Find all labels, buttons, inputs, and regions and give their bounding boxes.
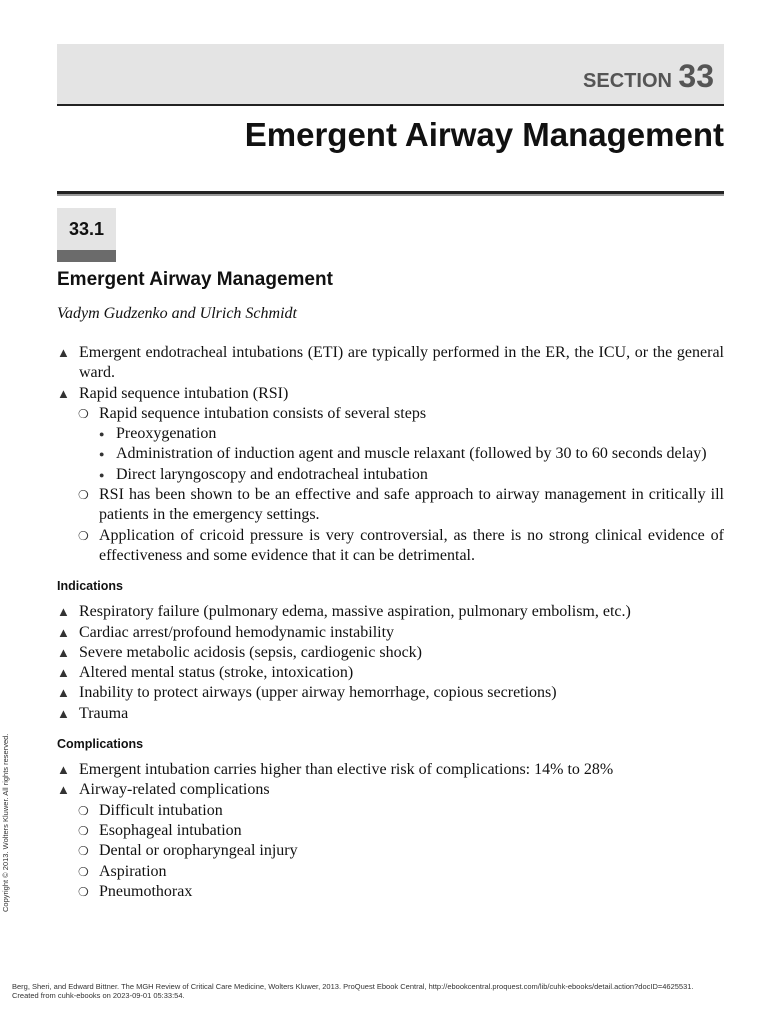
list-item-text: Difficult intubation: [99, 801, 223, 819]
list-item: [57, 663, 724, 683]
complications-heading: Complications: [57, 737, 144, 752]
circle-bullet-icon: ❍: [78, 823, 89, 838]
list-item: [57, 801, 724, 821]
list-item: [57, 882, 724, 902]
chapter-number: 33.1: [57, 208, 116, 250]
list-item-text: Inability to protect airways (upper airway hemorrhage, copious secretions): [79, 684, 557, 702]
triangle-bullet-icon: ▲: [57, 345, 70, 360]
list-item-text: Emergent intubation carries higher than elective risk of complications: 14% to 28%: [79, 761, 614, 779]
footer-created-line: Created from cuhk-ebooks on 2023-09-01 05:33:54.: [12, 991, 185, 1000]
list-item-text: Application of cricoid pressure is very controversial, as there is no strong clinical evidence of effectiveness and some evidence that it can be detrimental.: [99, 526, 724, 564]
chapter-number-bar: [57, 250, 116, 262]
dot-bullet-icon: ●: [99, 449, 105, 460]
list-item: [57, 821, 724, 841]
list-item: [57, 704, 724, 724]
list-item: [57, 384, 724, 404]
list-item: [57, 444, 724, 464]
list-item-text: Respiratory failure (pulmonary edema, massive aspiration, pulmonary embolism, etc.): [79, 603, 631, 621]
dot-bullet-icon: ●: [99, 429, 105, 440]
indications-heading: Indications: [57, 579, 123, 594]
list-item-text: Esophageal intubation: [99, 821, 242, 839]
list-item-text: Direct laryngoscopy and endotracheal intubation: [116, 465, 428, 483]
triangle-bullet-icon: ▲: [57, 644, 70, 660]
list-item-text: Pneumothorax: [99, 882, 193, 900]
triangle-bullet-icon: ▲: [57, 665, 70, 681]
triangle-bullet-icon: ▲: [57, 705, 70, 721]
list-item: [57, 760, 724, 780]
section-number: 33: [678, 58, 714, 94]
triangle-bullet-icon: ▲: [57, 685, 70, 701]
list-item: [57, 343, 724, 384]
list-item: [57, 602, 724, 622]
side-copyright-notice: Copyright © 2013. Wolters Kluwer. All rights reserved.: [1, 733, 10, 912]
section-title: Emergent Airway Management: [244, 116, 724, 153]
list-item-text: Airway-related complications: [79, 781, 270, 799]
complications-list: [57, 760, 724, 902]
list-item-text: Rapid sequence intubation consists of several steps: [99, 404, 427, 422]
list-item: [57, 623, 724, 643]
circle-bullet-icon: ❍: [78, 406, 89, 421]
list-item-text: Preoxygenation: [116, 425, 217, 443]
list-item: [57, 526, 724, 567]
list-item: [57, 404, 724, 424]
list-item-text: Administration of induction agent and muscle relaxant (followed by 30 to 60 seconds delay): [116, 445, 707, 463]
list-item: [57, 862, 724, 882]
list-item: [57, 643, 724, 663]
circle-bullet-icon: ❍: [78, 803, 89, 818]
list-item-text: RSI has been shown to be an effective and safe approach to airway management in critically ill patients in the emergency settings.: [99, 486, 724, 524]
list-item-text: Cardiac arrest/profound hemodynamic instability: [79, 623, 395, 641]
intro-list: [57, 343, 724, 566]
list-item-text: Altered mental status (stroke, intoxication): [79, 664, 354, 682]
triangle-bullet-icon: ▲: [57, 385, 70, 401]
title-divider-shadow: [57, 194, 724, 196]
list-item-text: Trauma: [79, 704, 129, 722]
footer-citation-line: Berg, Sheri, and Edward Bittner. The MGH Review of Critical Care Medicine, Wolters Kluwer, 2013. ProQuest Ebook Central, http://ebookcentral.proquest.com/lib/cuhk-ebooks/detail.action?docID=4625531.: [12, 982, 694, 991]
section-word: SECTION: [583, 70, 672, 92]
triangle-bullet-icon: ▲: [57, 624, 70, 640]
footer-citation: [12, 982, 752, 1000]
list-item-text: Rapid sequence intubation (RSI): [79, 384, 289, 402]
list-item-text: Aspiration: [99, 862, 167, 880]
circle-bullet-icon: ❍: [78, 844, 89, 859]
list-item: [57, 780, 724, 800]
chapter-authors: Vadym Gudzenko and Ulrich Schmidt: [57, 305, 297, 322]
section-header-band: [57, 44, 724, 106]
section-label: [583, 58, 714, 95]
circle-bullet-icon: ❍: [78, 864, 89, 879]
list-item-text: Severe metabolic acidosis (sepsis, cardiogenic shock): [79, 643, 422, 661]
triangle-bullet-icon: ▲: [57, 604, 70, 620]
triangle-bullet-icon: ▲: [57, 762, 70, 778]
list-item-text: Dental or oropharyngeal injury: [99, 842, 298, 860]
circle-bullet-icon: ❍: [78, 884, 89, 899]
dot-bullet-icon: ●: [99, 469, 105, 480]
indications-list: [57, 602, 724, 724]
chapter-body: [57, 343, 724, 902]
list-item: [57, 683, 724, 703]
list-item: [57, 424, 724, 444]
circle-bullet-icon: ❍: [78, 528, 89, 543]
triangle-bullet-icon: ▲: [57, 782, 70, 798]
list-item: [57, 485, 724, 526]
list-item-text: Emergent endotracheal intubations (ETI) are typically performed in the ER, the ICU, or the general ward.: [79, 344, 724, 382]
list-item: [57, 465, 724, 485]
chapter-title: Emergent Airway Management: [57, 269, 333, 290]
list-item: [57, 841, 724, 861]
circle-bullet-icon: ❍: [78, 488, 89, 503]
